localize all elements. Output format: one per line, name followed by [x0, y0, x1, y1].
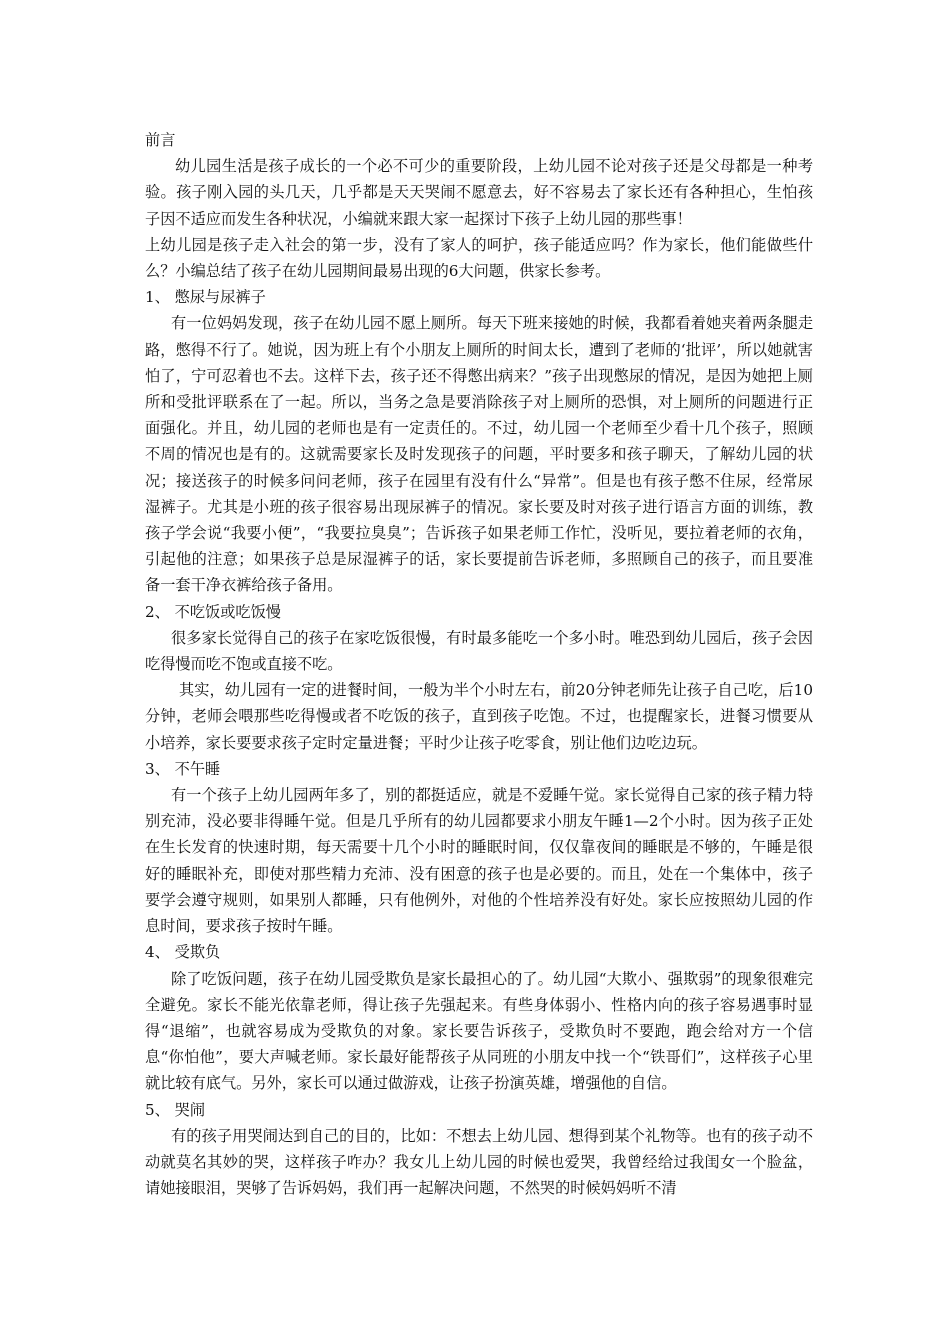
section-heading-2: 2、 不吃饭或吃饭慢	[145, 602, 281, 621]
section-heading-5: 5、 哭闹	[145, 1100, 206, 1119]
section-1-paragraph-1: 有一位妈妈发现，孩子在幼儿园不愿上厕所。每天下班来接她的时候，我都看着她夹着两条腿走路，憋得不行了。她说，因为班上有个小朋友上厕所的时间太长，遭到了老师的‘批评’，所以她就害怕了，宁可忍着也不去。这样下去，孩子还不得憋出病来？”孩子出现憋尿的情况，是因为她把上厕所和受批评联系在了一起。所以，当务之急是要消除孩子对上厕所的恐惧，对上厕所的问题进行正面强化。并且，幼儿园的老师也是有一定责任的。不过，幼儿园一个老师至少看十几个孩子，照顾不周的情况也是有的。这就需要家长及时发现孩子的问题，平时要多和孩子聊天，了解幼儿园的状况；接送孩子的时候多问问老师，孩子在园里有没有什么“异常”。但是也有孩子憋不住尿，经常尿湿裤子。尤其是小班的孩子很容易出现尿裤子的情况。家长要及时对孩子进行语言方面的训练，教孩子学会说“我要小便”，“我要拉臭臭”；告诉孩子如果老师工作忙，没听见，要拉着老师的衣角，引起他的注意；如果孩子总是尿湿裤子的话，家长要提前告诉老师，多照顾自己的孩子，而且要准备一套干净衣裤给孩子备用。	[145, 314, 813, 595]
document-body	[145, 127, 813, 1201]
preface-paragraph-1: 幼儿园生活是孩子成长的一个必不可少的重要阶段，上幼儿园不论对孩子还是父母都是一种考验。孩子刚入园的头几天，几乎都是天天哭闹不愿意去，好不容易去了家长还有各种担心，生怕孩子因不适应而发生各种状况，小编就来跟大家一起探讨下孩子上幼儿园的那些事！	[145, 157, 813, 228]
preface-paragraph-2: 上幼儿园是孩子走入社会的第一步，没有了家人的呵护，孩子能适应吗？作为家长，他们能做些什么？小编总结了孩子在幼儿园期间最易出现的6大问题，供家长参考。	[145, 235, 813, 281]
section-2-paragraph-1: 很多家长觉得自己的孩子在家吃饭很慢，有时最多能吃一个多小时。唯恐到幼儿园后，孩子会因吃得慢而吃不饱或直接不吃。	[145, 628, 813, 674]
section-5-paragraph-1: 有的孩子用哭闹达到自己的目的，比如：不想去上幼儿园、想得到某个礼物等。也有的孩子动不动就莫名其妙的哭，这样孩子咋办？我女儿上幼儿园的时候也爱哭，我曾经给过我闺女一个脸盆，请她接眼泪，哭够了告诉妈妈，我们再一起解决问题，不然哭的时候妈妈听不清	[145, 1126, 813, 1198]
section-4-paragraph-1: 除了吃饭问题，孩子在幼儿园受欺负是家长最担心的了。幼儿园“大欺小、强欺弱”的现象很难完全避免。家长不能光依靠老师，得让孩子先强起来。有些身体弱小、性格内向的孩子容易遇事时显得“退缩”，也就容易成为受欺负的对象。家长要告诉孩子，受欺负时不要跑，跑会给对方一个信息“你怕他”，要大声喊老师。家长最好能帮孩子从同班的小朋友中找一个“铁哥们”，这样孩子心里就比较有底气。另外，家长可以通过做游戏，让孩子扮演英雄，增强他的自信。	[145, 969, 813, 1093]
section-heading-1: 1、 憋尿与尿裤子	[145, 288, 266, 307]
section-3-paragraph-1: 有一个孩子上幼儿园两年多了，别的都挺适应，就是不爱睡午觉。家长觉得自己家的孩子精力特别充沛，没必要非得睡午觉。但是几乎所有的幼儿园都要求小朋友午睡1—2个小时。因为孩子正处在生长发育的快速时期，每天需要十几个小时的睡眠时间，仅仅靠夜间的睡眠是不够的，午睡是很好的睡眠补充，即使对那些精力充沛、没有困意的孩子也是必要的。而且，处在一个集体中，孩子要学会遵守规则，如果别人都睡，只有他例外，对他的个性培养没有好处。家长应按照幼儿园的作息时间，要求孩子按时午睡。	[145, 786, 813, 936]
section-2-paragraph-2: 其实，幼儿园有一定的进餐时间，一般为半个小时左右，前20分钟老师先让孩子自己吃，后10分钟，老师会喂那些吃得慢或者不吃饭的孩子，直到孩子吃饱。不过，也提醒家长，进餐习惯要从小培养，家长要要求孩子定时定量进餐；平时少让孩子吃零食，别让他们边吃边玩。	[145, 681, 813, 752]
preface-title: 前言	[145, 131, 176, 149]
section-heading-3: 3、 不午睡	[145, 759, 221, 778]
section-heading-4: 4、 受欺负	[145, 943, 221, 962]
